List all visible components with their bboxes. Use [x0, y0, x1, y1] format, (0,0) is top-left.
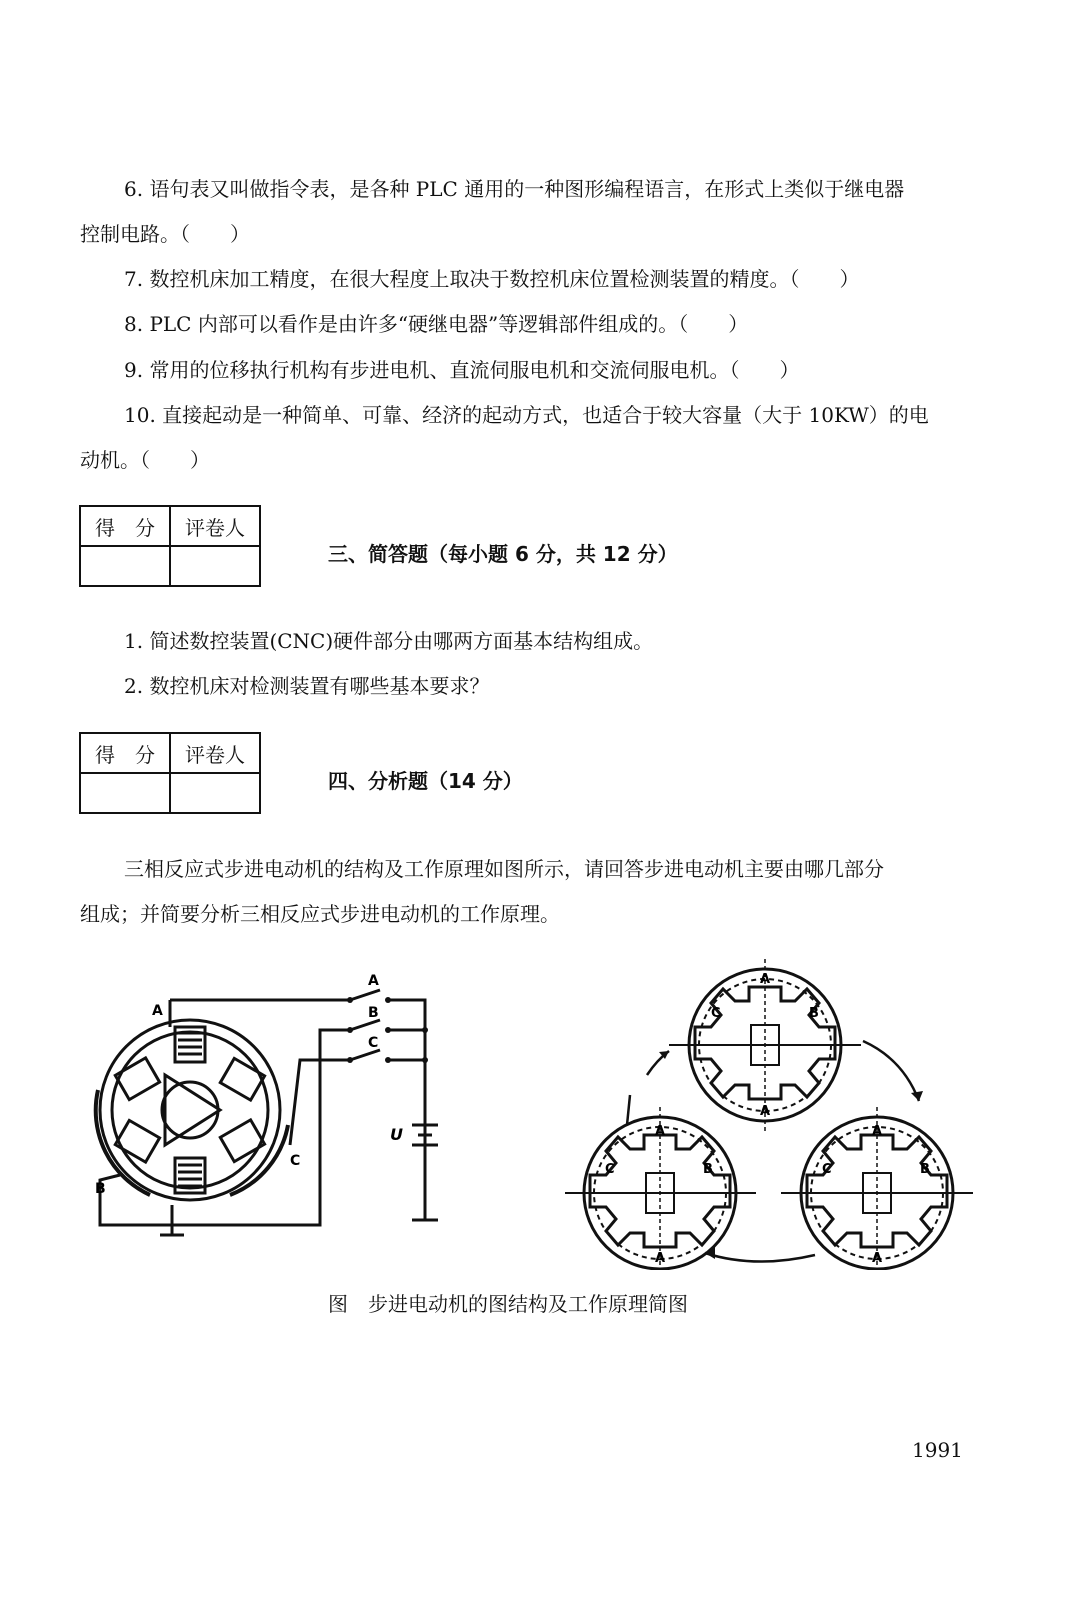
- question-8: 8. PLC 内部可以看作是由许多“硬继电器”等逻辑部件组成的。（ ）: [124, 312, 749, 336]
- section4-body-line2: 组成；并简要分析三相反应式步进电动机的工作原理。: [80, 902, 560, 926]
- score-header: 得 分: [80, 733, 170, 773]
- section4-title: 四、分析题（14 分）: [328, 769, 523, 793]
- rotor1-label-c: C: [711, 1006, 721, 1021]
- rotor3-label-a-top: A: [872, 1124, 883, 1139]
- switch-label-b: B: [368, 1005, 379, 1021]
- score-table-section4: [79, 732, 261, 814]
- grader-cell[interactable]: [170, 546, 260, 586]
- score-table-section3: [79, 505, 261, 587]
- rotor2-label-a-top: A: [655, 1124, 666, 1139]
- question-10-line2: 动机。（ ）: [80, 448, 210, 472]
- grader-header: 评卷人: [170, 733, 260, 773]
- circuit-label-b: B: [95, 1181, 106, 1197]
- rotor2-label-c: C: [605, 1162, 615, 1177]
- rotor2-label-b: B: [703, 1162, 713, 1177]
- page-number: 1991: [912, 1438, 963, 1462]
- circuit-label-a: A: [152, 1003, 163, 1019]
- question-7: 7. 数控机床加工精度，在很大程度上取决于数控机床位置检测装置的精度。（ ）: [124, 267, 860, 291]
- stepper-rotor-positions-diagram: [565, 955, 985, 1270]
- grader-header: 评卷人: [170, 506, 260, 546]
- figure-caption: 图 步进电动机的图结构及工作原理简图: [328, 1292, 688, 1316]
- section3-question-1: 1. 简述数控装置(CNC)硬件部分由哪两方面基本结构组成。: [124, 629, 654, 653]
- score-cell[interactable]: [80, 546, 170, 586]
- question-6-line1: 6. 语句表又叫做指令表，是各种 PLC 通用的一种图形编程语言，在形式上类似于继电器: [124, 177, 905, 201]
- voltage-label: U: [390, 1125, 403, 1144]
- rotor3-label-b: B: [920, 1162, 930, 1177]
- switch-label-a: A: [368, 973, 379, 989]
- switch-label-c: C: [368, 1035, 379, 1051]
- score-cell[interactable]: [80, 773, 170, 813]
- stepper-circuit-diagram: [90, 965, 470, 1255]
- rotor3-label-c: C: [822, 1162, 832, 1177]
- rotor1-label-b: B: [809, 1006, 819, 1021]
- section3-question-2: 2. 数控机床对检测装置有哪些基本要求？: [124, 674, 490, 698]
- rotor1-label-a-bottom: A: [760, 1104, 771, 1119]
- section3-title: 三、简答题（每小题 6 分，共 12 分）: [328, 542, 678, 566]
- question-10-line1: 10. 直接起动是一种简单、可靠、经济的起动方式，也适合于较大容量（大于 10KW）的电: [124, 403, 929, 427]
- circuit-label-c: C: [290, 1153, 301, 1169]
- question-9: 9. 常用的位移执行机构有步进电机、直流伺服电机和交流伺服电机。（ ）: [124, 358, 800, 382]
- rotor2-label-a-bottom: A: [655, 1251, 666, 1266]
- rotor3-label-a-bottom: A: [872, 1251, 883, 1266]
- grader-cell[interactable]: [170, 773, 260, 813]
- rotor1-label-a-top: A: [760, 972, 771, 987]
- question-6-line2: 控制电路。（ ）: [80, 222, 250, 246]
- score-header: 得 分: [80, 506, 170, 546]
- section4-body-line1: 三相反应式步进电动机的结构及工作原理如图所示，请回答步进电动机主要由哪几部分: [124, 857, 884, 881]
